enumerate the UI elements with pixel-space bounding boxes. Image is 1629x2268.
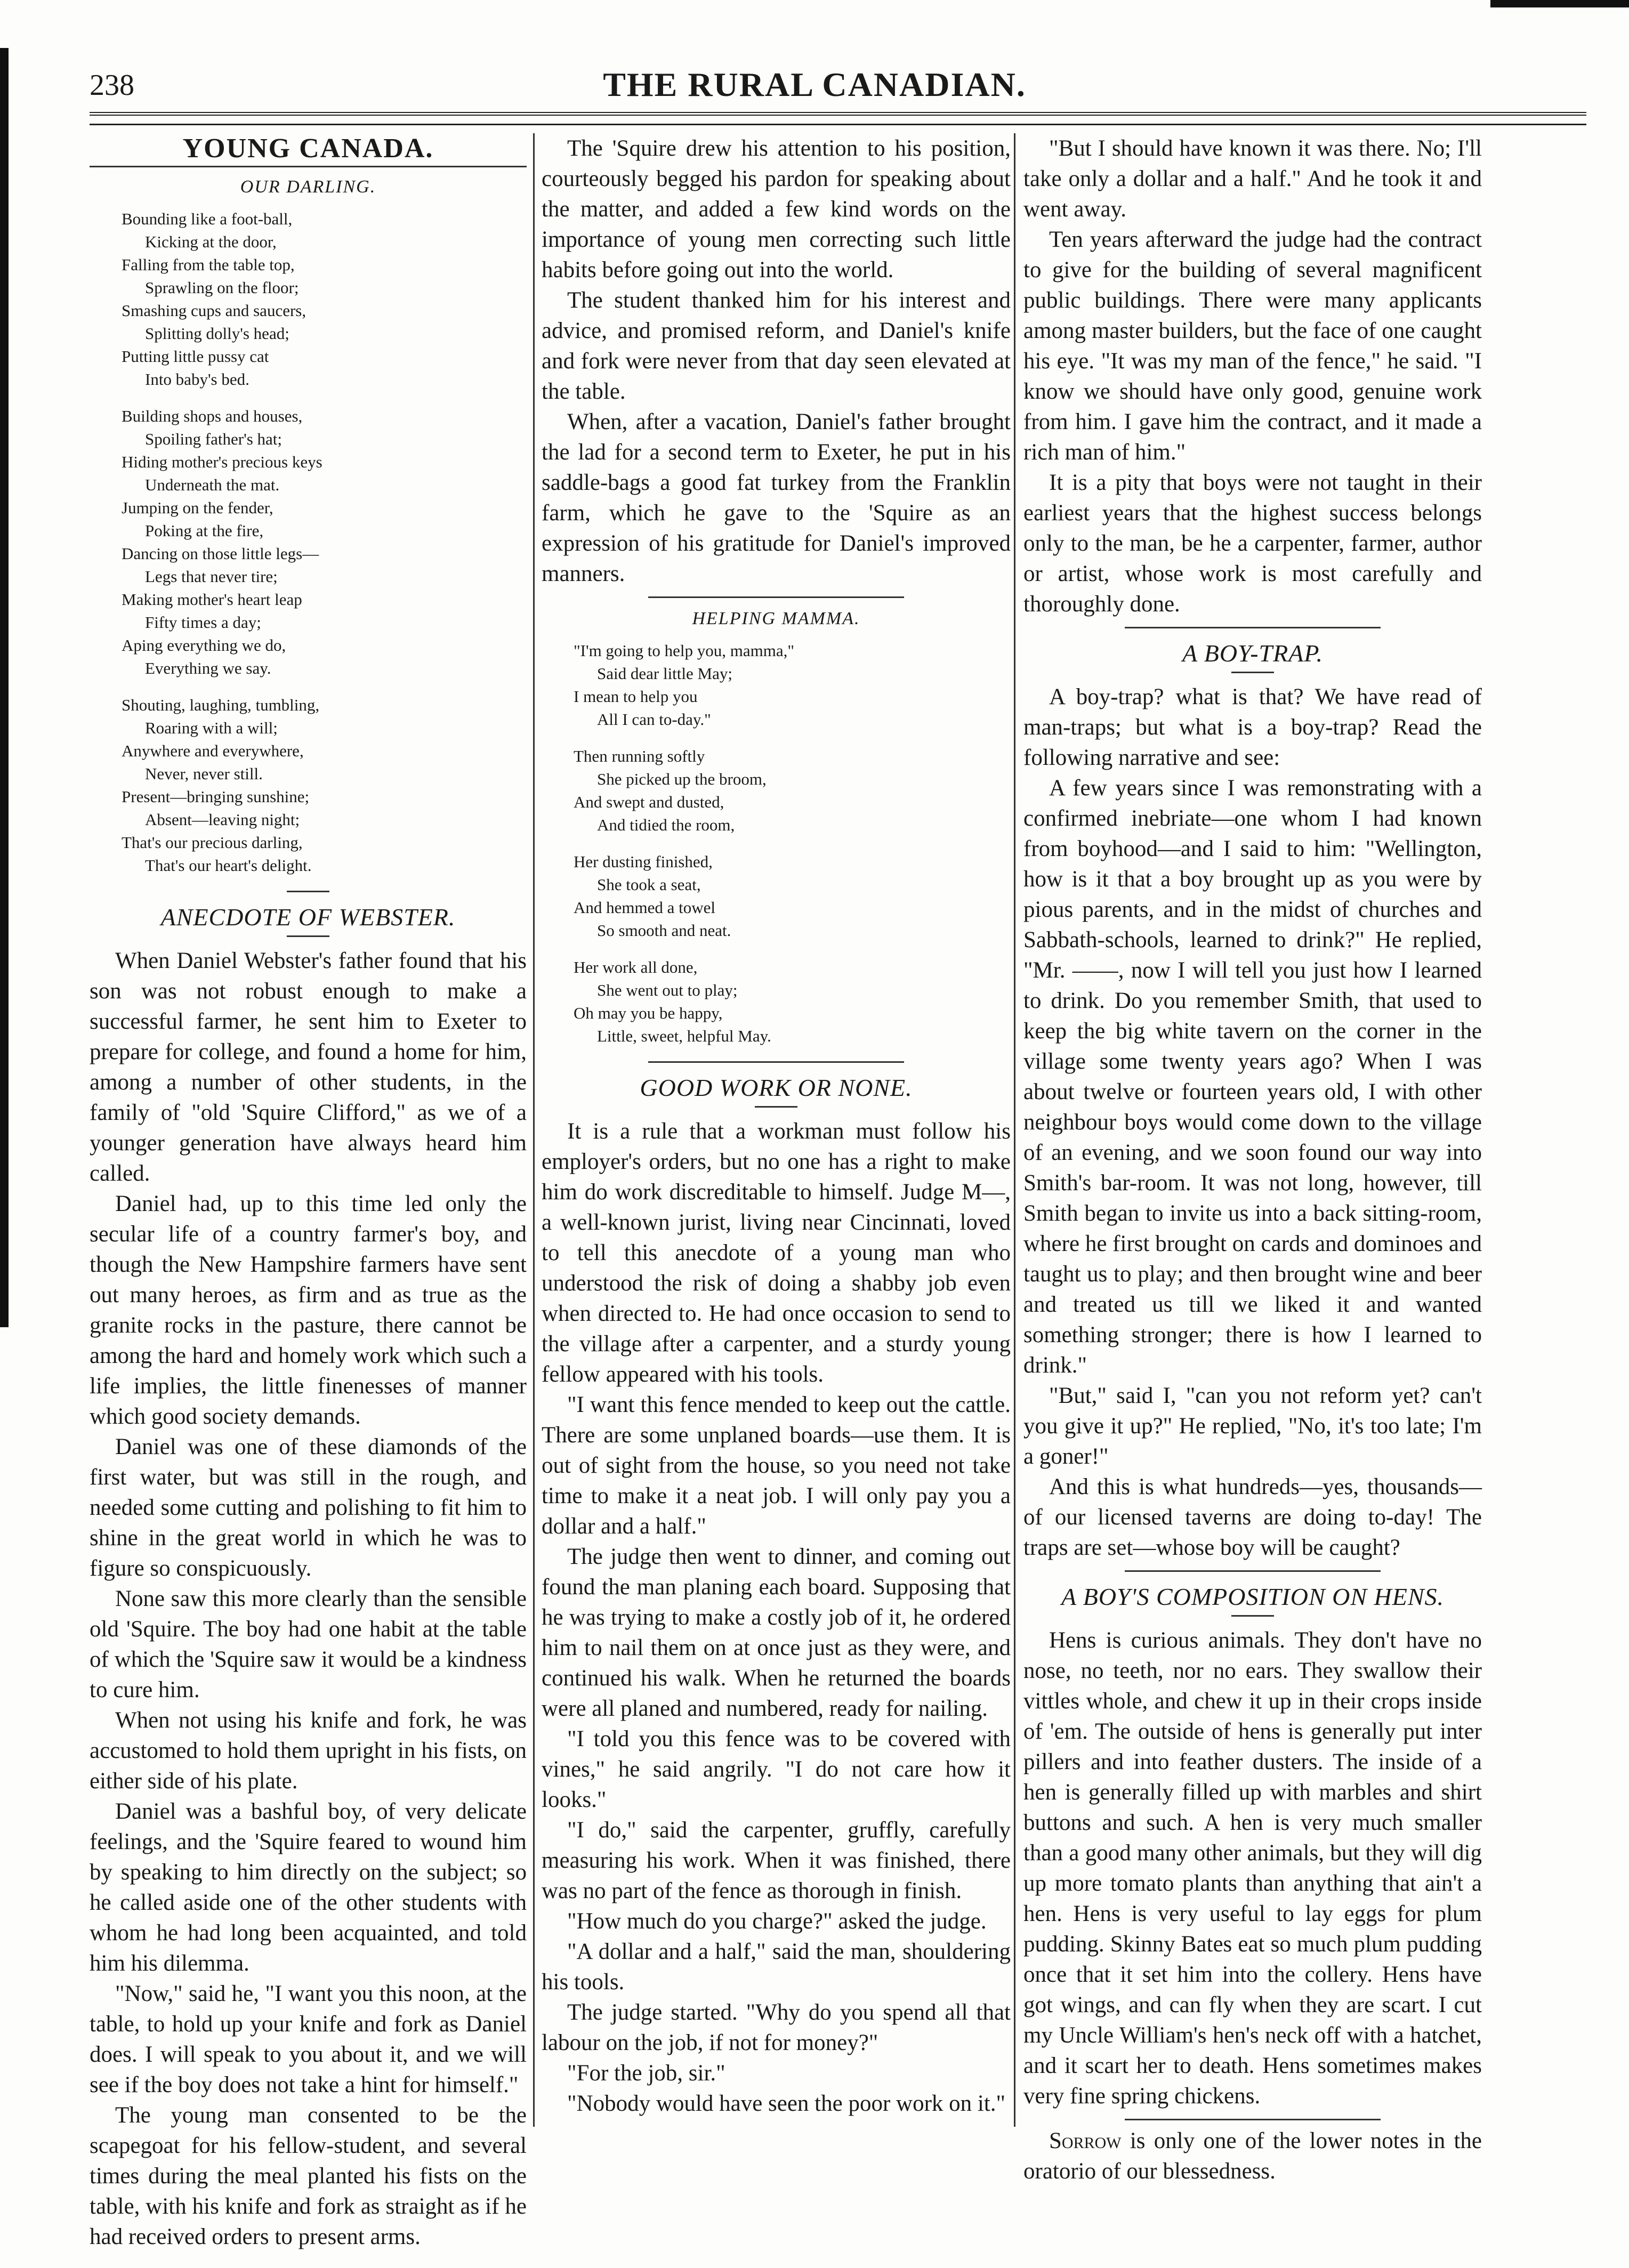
poem-line: Absent—leaving night; bbox=[145, 810, 300, 829]
poem-line: Aping everything we do, bbox=[122, 636, 286, 655]
poem-title: HELPING MAMMA. bbox=[692, 609, 860, 628]
poem-line: Hiding mother's precious keys bbox=[122, 453, 322, 471]
article-title: ANECDOTE OF WEBSTER. bbox=[160, 903, 456, 931]
divider bbox=[648, 596, 904, 598]
article-title: A BOY'S COMPOSITION ON HENS. bbox=[1061, 1583, 1445, 1610]
poem-line: That's our heart's delight. bbox=[145, 856, 312, 875]
paragraph: A boy-trap? what is that? We have read of man-traps; but what is a boy-trap? Read the following narrative and see: bbox=[1023, 684, 1482, 770]
paragraph: The young man consented to be the scapegoat for his fellow-student, and several times during the meal planted his fists on the table, with his knife and fork as straight as if he had received orders to present arms. bbox=[90, 2103, 527, 2249]
paragraph: "Now," said he, "I want you this noon, at the table, to hold up your knife and fork as Daniel does. I will speak to you about it, and we will see if the boy does not take a hint for himself." bbox=[90, 1981, 527, 2097]
poem-line: Splitting dolly's head; bbox=[145, 324, 289, 343]
poem-line: Shouting, laughing, tumbling, bbox=[122, 696, 320, 714]
poem-line: Fifty times a day; bbox=[145, 613, 261, 632]
paragraph: The 'Squire drew his attention to his position, courteously begged his pardon for speaking about the matter, and added a few kind words on the importance of young men correcting such little habits before going out into the world. bbox=[542, 136, 1011, 283]
poem-line: Dancing on those little legs— bbox=[122, 544, 319, 563]
poem-line: Smashing cups and saucers, bbox=[122, 301, 307, 320]
paragraph: Daniel was one of these diamonds of the first water, but was still in the rough, and needed some cutting and polishing to fit him to shine in the great world in which he was to figure so conspicuously. bbox=[90, 1434, 527, 1581]
poem-line: "I'm going to help you, mamma," bbox=[574, 641, 795, 660]
paragraph: "I told you this fence was to be covered with vines," he said angrily. "I do not care how it looks." bbox=[542, 1726, 1011, 1812]
divider bbox=[648, 1061, 904, 1063]
scan-margin-bar bbox=[0, 48, 9, 1327]
article-body bbox=[542, 1116, 1011, 2119]
poem-line: I mean to help you bbox=[574, 687, 698, 706]
paragraph: When Daniel Webster's father found that his son was not robust enough to make a successful farmer, he sent him to Exeter to prepare for college, and found a home for him, among a number of other students, in the family of "old 'Squire Clifford," as we of a younger generation have always heard him called. bbox=[90, 948, 527, 1186]
divider bbox=[287, 891, 329, 892]
poem-line: And tidied the room, bbox=[597, 816, 735, 834]
paragraph: Daniel had, up to this time led only the secular life of a country farmer's boy, and though the New Hampshire farmers have sent out many heroes, as firm and as true as the granite rocks in the pasture, there cannot be among the hard and homely work which such a life implies, the little finenesses of manner which good society demands. bbox=[90, 1191, 527, 1429]
poem-line: Little, sweet, helpful May. bbox=[597, 1027, 771, 1045]
poem-stanza bbox=[122, 207, 527, 391]
paragraph: Daniel was a bashful boy, of very delicate feelings, and the 'Squire feared to wound him by speaking to him directly on the subject; so he called aside one of the other students with whom he had long been acquainted, and told him his dilemma. bbox=[90, 1799, 527, 1976]
article-title: A BOY-TRAP. bbox=[1182, 640, 1324, 667]
column-rule bbox=[1014, 133, 1015, 2127]
poem-stanza bbox=[574, 956, 1011, 1047]
poem-line: Underneath the mat. bbox=[145, 475, 280, 494]
paragraph: "I do," said the carpenter, gruffly, carefully measuring his work. When it was finished, there was no part of the fence as thorough in finish. bbox=[542, 1818, 1011, 1903]
divider bbox=[1125, 627, 1381, 628]
paragraph: "I want this fence mended to keep out the cattle. There are some unplaned boards—use them. It is out of sight from the house, so you need not take time to make it a neat job. I will only pay you a dollar and a half." bbox=[542, 1392, 1011, 1539]
divider bbox=[287, 935, 329, 937]
poem-line: Making mother's heart leap bbox=[122, 590, 302, 609]
closing-aphorism bbox=[1023, 2126, 1482, 2186]
paragraph: "How much do you charge?" asked the judge. bbox=[567, 1909, 987, 1934]
poem-stanza bbox=[574, 639, 1011, 731]
paragraph: The student thanked him for his interest and advice, and promised reform, and Daniel's knife and fork were never from that day seen elevated at the table. bbox=[542, 288, 1011, 404]
poem-line: She went out to play; bbox=[597, 981, 738, 999]
poem-line: Anywhere and everywhere, bbox=[122, 741, 304, 760]
paragraph: It is a pity that boys were not taught in their earliest years that the highest success belongs only to the man, be he a carpenter, farmer, author or artist, whose work is most carefully and thoroughly done. bbox=[1023, 470, 1482, 617]
poem-line: And swept and dusted, bbox=[574, 793, 724, 811]
divider bbox=[1125, 1570, 1381, 1572]
paragraph: Hens is curious animals. They don't have no nose, no teeth, nor no ears. They swallow their vittles whole, and chew it up in their crops inside of 'em. The outside of hens is generally put inter pillers and into feather dusters. The inside of a hen is generally filled up with marbles and shirt buttons and such. A hen is very much smaller than a good many other animals, but they will dig up more tomato plants than anything that ain't a hen. Hens is very useful to lay eggs for plum pudding. Skinny Bates eat so much plum pudding once that it set him into the collery. Hens have got wings, and can fly when they are scart. I cut my Uncle William's hen's neck off with a hatchet, and it scart her to death. Hens sometimes makes very fine spring chickens. bbox=[1023, 1628, 1482, 2109]
poem-line: Poking at the fire, bbox=[145, 521, 264, 540]
column-1 bbox=[90, 133, 527, 2252]
poem-line: Never, never still. bbox=[145, 764, 263, 783]
paragraph: It is a rule that a workman must follow his employer's orders, but no one has a right to make him do work discreditable to himself. Judge M—, a well-known jurist, living near Cincinnati, loved to tell this anecdote of a young man who understood the risk of doing a shabby job even when directed to. He had once occasion to send to the village after a carpenter, and a sturdy young fellow appeared with his tools. bbox=[542, 1119, 1011, 1387]
paragraph: The judge then went to dinner, and coming out found the man planing each board. Supposing that he was trying to make a costly job of it, he ordered him to nail them on at once just as they were, and continued his walk. When he returned the boards were all planed and numbered, ready for nailing. bbox=[542, 1544, 1011, 1721]
poem-stanza bbox=[122, 693, 527, 877]
poem-line: Oh may you be happy, bbox=[574, 1004, 723, 1022]
paragraph: "But," said I, "can you not reform yet? can't you give it up?" He replied, "No, it's too late; I'm a goner!" bbox=[1023, 1383, 1482, 1469]
divider bbox=[1231, 1615, 1274, 1617]
poem-line: Then running softly bbox=[574, 747, 705, 765]
poem-line: That's our precious darling, bbox=[122, 833, 303, 852]
poem-line: Bounding like a foot-ball, bbox=[122, 209, 293, 228]
divider bbox=[755, 1106, 797, 1108]
paragraph: "Nobody would have seen the poor work on it." bbox=[567, 2091, 1006, 2116]
poem-helping-mamma bbox=[574, 639, 1011, 1047]
header-rule-thin bbox=[90, 124, 1586, 125]
poem-line: And hemmed a towel bbox=[574, 898, 716, 917]
poem-line: Her work all done, bbox=[574, 958, 698, 976]
divider bbox=[1125, 2119, 1381, 2120]
poem-line: Kicking at the door, bbox=[145, 232, 277, 251]
poem-line: Spoiling father's hat; bbox=[145, 430, 282, 448]
poem-line: She took a seat, bbox=[597, 875, 701, 894]
column-rule bbox=[533, 133, 535, 2127]
paragraph: And this is what hundreds—yes, thousands—of our licensed taverns are doing to-day! The traps are set—whose boy will be caught? bbox=[1023, 1474, 1482, 1560]
poem-line: Present—bringing sunshine; bbox=[122, 787, 310, 806]
poem-line: All I can to-day." bbox=[597, 710, 711, 729]
poem-line: Said dear little May; bbox=[597, 664, 732, 683]
scan-corner-bar bbox=[1490, 0, 1629, 7]
paragraph: "But I should have known it was there. No; I'll take only a dollar and a half." And he took it and went away. bbox=[1023, 136, 1482, 222]
poem-line: Putting little pussy cat bbox=[122, 347, 269, 366]
column-2 bbox=[542, 133, 1011, 2119]
paragraph: "A dollar and a half," said the man, shouldering his tools. bbox=[542, 1939, 1011, 1995]
poem-line: Legs that never tire; bbox=[145, 567, 278, 586]
poem-our-darling bbox=[122, 207, 527, 877]
paragraph: None saw this more clearly than the sensible old 'Squire. The boy had one habit at the table of which the 'Squire saw it would be a kindness to cure him. bbox=[90, 1586, 527, 1702]
poem-line: Building shops and houses, bbox=[122, 407, 303, 425]
section-title: YOUNG CANADA. bbox=[182, 133, 434, 164]
article-body bbox=[1023, 682, 1482, 1563]
aphorism-lead: Sorrow bbox=[1049, 2128, 1122, 2153]
poem-stanza bbox=[574, 745, 1011, 836]
section-rule bbox=[90, 166, 527, 167]
poem-stanza bbox=[122, 405, 527, 680]
divider bbox=[1231, 672, 1274, 673]
masthead: THE RURAL CANADIAN. bbox=[603, 66, 1026, 103]
poem-line: Her dusting finished, bbox=[574, 852, 713, 871]
header-rule bbox=[90, 112, 1586, 116]
poem-line: Jumping on the fender, bbox=[122, 498, 273, 517]
paragraph: A few years since I was remonstrating with a confirmed inebriate—one whom I had known from boyhood—and I said to him: "Wellington, how is it that a boy brought up as you were by pious parents, and in the midst of churches and Sabbath-schools, learned to drink?" He replied, "Mr. ——, now I will tell you just how I learned to drink. Do you remember Smith, that used to keep the big white tavern on the corner in the village some twenty years ago? When I was about twelve or fourteen years old, I with other neighbour boys would come down to the village of an evening, and we soon found our way into Smith's bar-room. It was not long, however, till Smith began to invite us into a back sitting-room, where he first brought on cards and dominoes and taught us to play; and then brought wine and beer and treated us till we liked it and wanted something stronger; there is how I learned to drink." bbox=[1023, 776, 1482, 1378]
paragraph: When, after a vacation, Daniel's father brought the lad for a second term to Exeter, he put in his saddle-bags a good fat turkey from the Franklin farm, which he gave to the 'Squire as an expression of his gratitude for Daniel's improved manners. bbox=[542, 409, 1011, 586]
poem-line: Falling from the table top, bbox=[122, 255, 295, 274]
poem-line: Roaring with a will; bbox=[145, 719, 278, 737]
paragraph: The judge started. "Why do you spend all that labour on the job, if not for money?" bbox=[542, 2000, 1011, 2055]
article-body bbox=[1023, 1625, 1482, 2111]
column-3 bbox=[1023, 133, 1482, 2186]
article-continuation bbox=[1023, 133, 1482, 619]
paragraph: Ten years afterward the judge had the contract to give for the building of several magnificent public buildings. There were many applicants among master builders, but the face of one caught his eye. "It was my man of the fence," he said. "I know we should have only good, genuine work from him. I gave him the contract, and it made a rich man of him." bbox=[1023, 227, 1482, 465]
article-title: GOOD WORK OR NONE. bbox=[640, 1074, 913, 1101]
paragraph: When not using his knife and fork, he was accustomed to hold them upright in his fists, on either side of his plate. bbox=[90, 1708, 527, 1794]
poem-line: So smooth and neat. bbox=[597, 921, 731, 940]
poem-line: Everything we say. bbox=[145, 659, 271, 677]
poem-stanza bbox=[574, 850, 1011, 942]
article-body bbox=[90, 946, 527, 2252]
poem-line: She picked up the broom, bbox=[597, 770, 767, 788]
poem-title: OUR DARLING. bbox=[240, 177, 376, 197]
poem-line: Sprawling on the floor; bbox=[145, 278, 299, 297]
paragraph: "For the job, sir." bbox=[567, 2061, 725, 2086]
article-continuation bbox=[542, 133, 1011, 589]
poem-line: Into baby's bed. bbox=[145, 370, 249, 389]
aphorism-text: is only one of the lower notes in the oratorio of our blessedness. bbox=[1023, 2128, 1482, 2184]
page-number: 238 bbox=[90, 69, 134, 102]
